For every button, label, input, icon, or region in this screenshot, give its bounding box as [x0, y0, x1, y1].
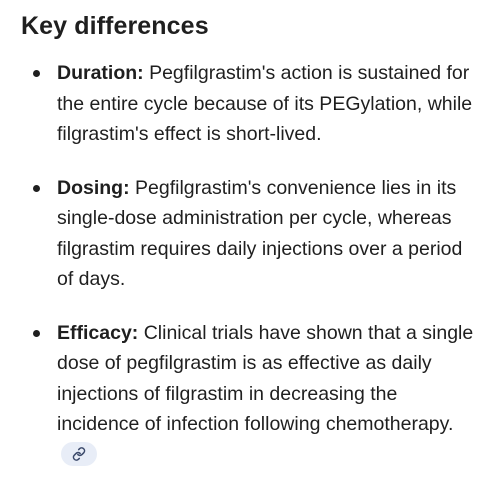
link-icon [72, 447, 86, 461]
list-item-duration [0, 58, 496, 150]
section-heading: Key differences [21, 12, 209, 40]
bullet-point [33, 185, 40, 192]
source-link-button[interactable] [61, 442, 97, 466]
term-label: Efficacy: [57, 321, 139, 344]
item-description: Pegfilgrastim's convenience lies in its single-dose administration per cycle, whereas filgrastim requires daily injections over a period of days. [57, 176, 463, 290]
item-description: Clinical trials have shown that a single dose of pegfilgrastim is as effective as daily injections of filgrastim in decreasing the incidence of infection following chemotherapy. [57, 321, 474, 435]
item-description: Pegfilgrastim's action is sustained for the entire cycle because of its PEGylation, while filgrastim's effect is short-lived. [57, 62, 473, 145]
term-label: Duration: [57, 62, 144, 84]
bullet-point [33, 70, 40, 77]
term-label: Dosing: [57, 176, 130, 199]
bullet-point [33, 330, 40, 337]
list-item-efficacy [0, 318, 496, 471]
list-item-dosing [0, 173, 496, 295]
differences-list [0, 58, 496, 470]
